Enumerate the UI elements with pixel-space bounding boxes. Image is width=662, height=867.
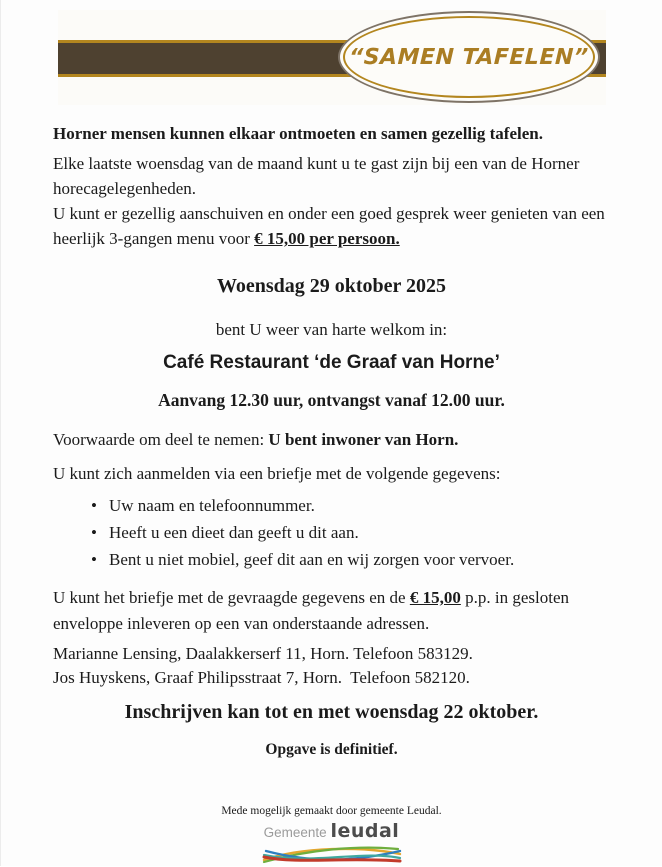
badge-text: “SAMEN TAFELEN” [348, 44, 590, 70]
logo-name-text: leudal [330, 820, 400, 842]
condition-prefix: Voorwaarde om deel te nemen: [53, 430, 269, 449]
welcome-line: bent U weer van harte welkom in: [215, 320, 448, 339]
submission-price: € 15,00 [409, 588, 461, 607]
signup-intro: U kunt zich aanmelden via een briefje met de volgende gegevens: [53, 464, 501, 483]
price-per-person: € 15,00 per persoon. [254, 229, 400, 248]
event-date-heading: Woensdag 29 oktober 2025 [216, 275, 447, 297]
address-line: Jos Huyskens, Graaf Philipsstraat 7, Horn. Telefoon 582120. [53, 668, 470, 687]
intro-sentence-1: Elke laatste woensdag van de maand kunt u te gast zijn bij een van de Horner horecagelegenheden. [53, 154, 580, 198]
contact-addresses [53, 642, 633, 690]
logo-prefix-text: Gemeente [263, 825, 331, 840]
submission-prefix: U kunt het briefje met de gevraagde gegevens en de [53, 588, 410, 607]
samen-tafelen-badge [338, 11, 600, 103]
submission-paragraph [53, 585, 633, 637]
sponsor-credit: Mede mogelijk gemaakt door gemeente Leudal. [221, 805, 442, 817]
registration-deadline: Inschrijven kan tot en met woensdag 22 oktober. [124, 701, 539, 723]
intro-sentence-2-text: U kunt er gezellig aanschuiven en onder een goed gesprek weer genieten van een heerlijk 3-gangen menu voor [53, 204, 605, 248]
logo-swoosh-icon [262, 845, 402, 867]
venue-name: Café Restaurant ‘de Graaf van Horne’ [163, 352, 500, 373]
intro-sentence-2 [53, 201, 633, 251]
list-item: • Uw naam en telefoonnummer. [53, 492, 633, 519]
signup-requirements-list [53, 492, 633, 573]
list-item: • Heeft u een dieet dan geeft u dit aan. [53, 519, 633, 546]
logo-wordmark [264, 819, 400, 845]
time-line: Aanvang 12.30 uur, ontvangst vanaf 12.00 uur. [158, 390, 505, 410]
submission-suffix: p.p. in gesloten enveloppe inleveren op een van onderstaande adressen. [53, 588, 569, 633]
address-line: Marianne Lensing, Daalakkerserf 11, Horn. Telefoon 583129. [53, 644, 473, 663]
header-artwork [58, 10, 606, 105]
headline: Horner mensen kunnen elkaar ontmoeten en samen gezellig tafelen. [53, 124, 543, 143]
participation-condition [53, 427, 633, 452]
condition-requirement: U bent inwoner van Horn. [268, 430, 459, 449]
list-item: • Bent u niet mobiel, geef dit aan en wij zorgen voor vervoer. [53, 546, 633, 573]
intro-paragraph [53, 151, 633, 251]
final-note: Opgave is definitief. [265, 741, 398, 758]
gemeente-leudal-logo [1, 819, 662, 867]
